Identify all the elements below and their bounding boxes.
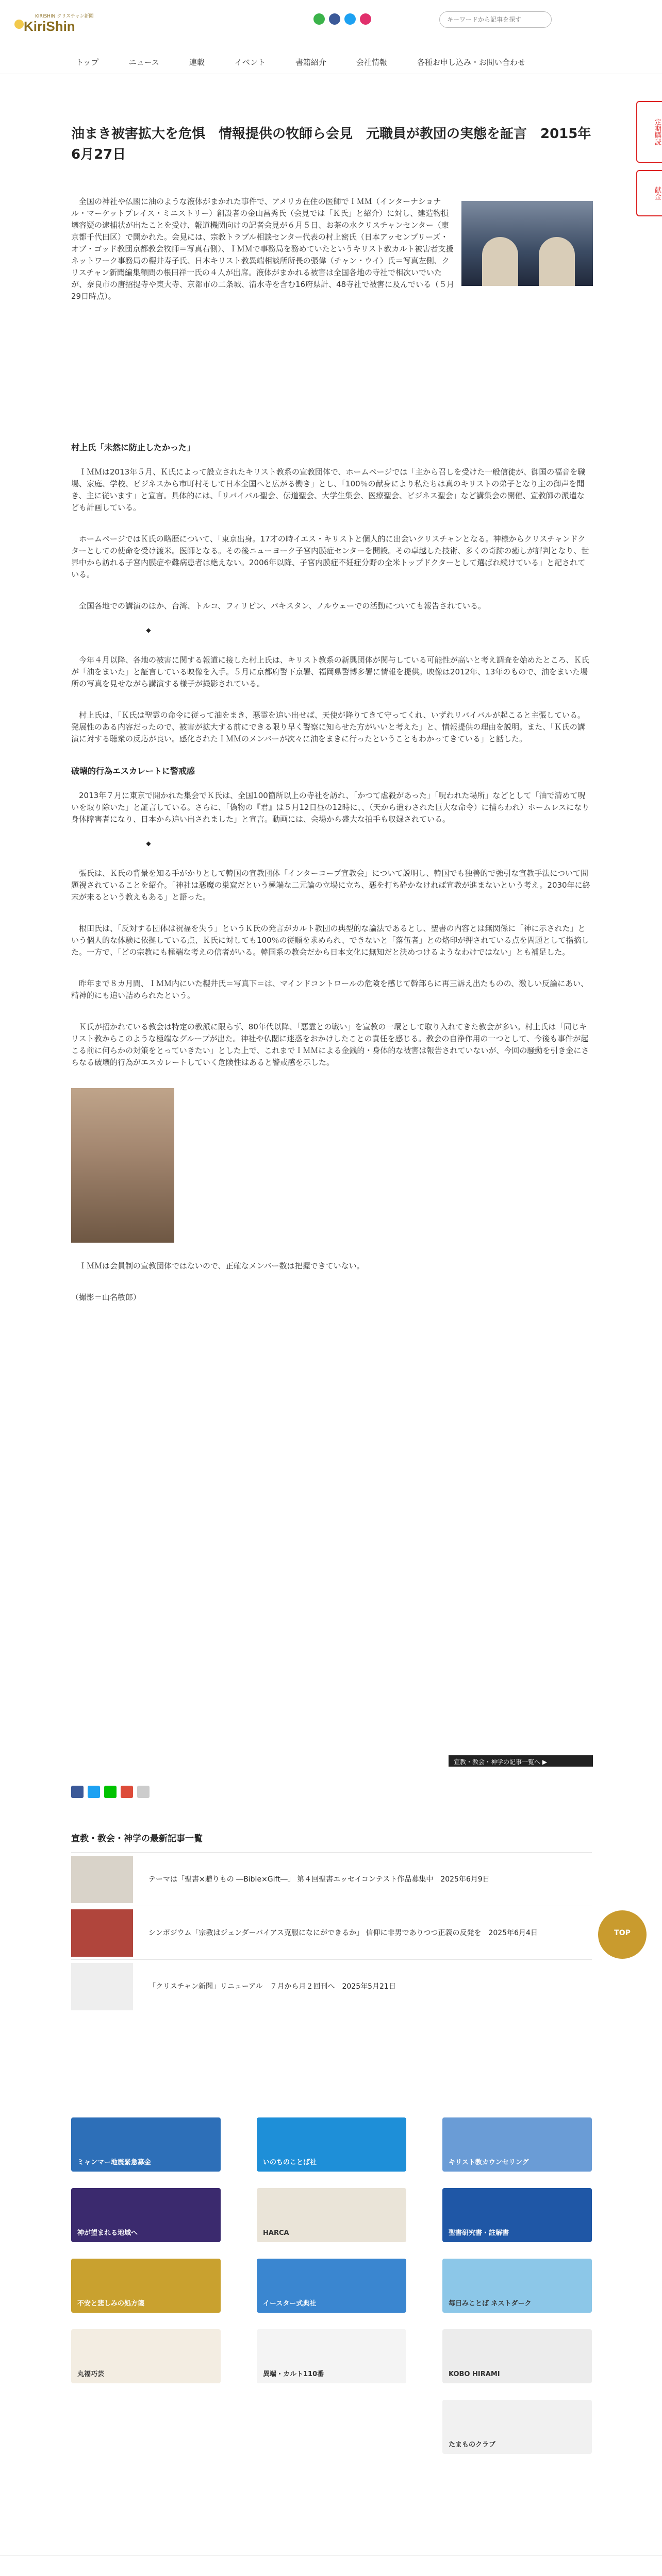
ad-label: いのちのことば社 xyxy=(263,2159,317,2166)
ad-banner[interactable] xyxy=(442,2188,592,2242)
article-paragraph: 昨年まで８カ月間、ＩＭＭ内にいた櫻井氏＝写真下＝は、マインドコントロールの危険を感じて幹部らに再三訴え出たものの、激しい反論にあい、精神的にも追い詰められたという。 xyxy=(71,979,589,1000)
ad-banner[interactable] xyxy=(71,2400,221,2454)
nav-series[interactable]: 連載 xyxy=(189,58,205,67)
social-links xyxy=(313,13,371,25)
article-paragraph: ＩＭＭは2013年５月、Ｋ氏によって設立されたキリスト教系の宣教団体で、ホームページでは「主から召しを受けた一般信徒が、御国の福音を職場、家庭、学校、ビジネスから市町村そして日本全国へと広がる働き」とし、「100％の献身により私たちは真のキリストの弟子となり主の御声を聞き、主に従います」と宣言。具体的には、「リバイバル聖会、伝道聖会、大学生集会、医療聖会、ビジネス聖会」など講集会の開催、宣教師の派遣なども計画している。 xyxy=(71,467,586,512)
search-input[interactable] xyxy=(439,11,552,28)
article-paragraph: 全国各地での講演のほか、台湾、トルコ、フィリピン、パキスタン、ノルウェーでの活動についても報告されている。 xyxy=(71,601,486,611)
logo-subtitle: KIRISHIN クリスチャン新聞 xyxy=(35,14,94,19)
section-separator: ◆ xyxy=(146,840,151,847)
list-item-title[interactable]: シンポジウム「宗教はジェンダーバイアス克服になにができるか」 信仰に非男でありつつ正義の反発を 2025年6月4日 xyxy=(148,1928,538,1937)
donate-tab[interactable]: 献金 xyxy=(636,170,662,216)
section-heading: 破壊的行為エスカレートに警戒感 xyxy=(71,766,195,776)
list-item[interactable] xyxy=(71,1906,592,1959)
nav-news[interactable]: ニュース xyxy=(128,58,159,67)
article-paragraph: Ｋ氏が招かれている教会は特定の教派に限らず、80年代以降、「悪霊との戦い」を宣教の一環として取り入れてきた教会が多い。村上氏は「同じキリスト教からこのような極端なグループが出た。神社や仏閣に迷惑をおかけしたことの責任を感じる。教会の自浄作用の一つとして、今後も事件が起こる前に何らかの対策をとっていきたい」とした上で、これまでＩＭＭによる金銭的・身体的な被害は報告されていないが、今回の騒動を引き金にさらなる破壊的行為がエスカレートしていく危険性はあると警戒感を示した。 xyxy=(71,1022,589,1067)
ad-label: 不安と悲しみの処方箋 xyxy=(77,2300,145,2308)
facebook-icon[interactable] xyxy=(329,13,340,25)
twitter-share-icon[interactable] xyxy=(88,1786,100,1798)
site-footer xyxy=(0,2555,662,2576)
article-paragraph: 根田氏は、「反対する団体は祝福を失う」というＫ氏の発言がカルト教団の典型的な論法であるとし、聖書の内容とは無関係に「神に示された」という個人的な体験に依拠している点、Ｋ氏に対しても100％の従順を求められ、できないと「落伍者」との烙印が押されている点を問題として指摘した。一方で、「どの宗教にも極端な考えの信者がいる。韓国系の教会だから日本文化に無知だと決めつけるようなわけではない」とも補足した。 xyxy=(71,924,589,957)
ad-label: 神が望まれる地域へ xyxy=(77,2229,138,2237)
main-nav xyxy=(0,52,662,74)
article-intro xyxy=(71,196,592,302)
nav-books[interactable]: 書籍紹介 xyxy=(295,58,326,67)
sakurai-photo xyxy=(71,1088,174,1243)
article xyxy=(71,124,592,1302)
latest-articles xyxy=(71,1831,592,2013)
category-list-link[interactable]: 宣教・教会・神学の記事一覧へ ▶ xyxy=(449,1755,593,1767)
ad-banner[interactable] xyxy=(71,2117,221,2172)
ad-banner[interactable] xyxy=(257,2259,406,2313)
list-item[interactable] xyxy=(71,1959,592,2013)
site-logo[interactable] xyxy=(14,10,112,35)
article-paragraph: 今年４月以降、各地の被害に関する報道に接した村上氏は、キリスト教系の新興団体が関与している可能性が高いと考え調査を始めたところ、Ｋ氏が「油をまいた」と証言している映像を入手。５月に京都府警下京署、福岡県警博多署に情報を提供。映像は2012年、13年のもので、油をまいた場所の写真を見せながら講演する様子が撮影されている。 xyxy=(71,655,589,688)
thumbnail xyxy=(71,1963,133,2010)
ad-label: 丸福巧芸 xyxy=(77,2370,105,2378)
ad-label: たまものクラブ xyxy=(449,2441,496,2449)
nav-company[interactable]: 会社情報 xyxy=(356,58,387,67)
list-item[interactable] xyxy=(71,1852,592,1906)
subscribe-tab[interactable]: 定期購読 xyxy=(636,101,662,163)
latest-title: 宣教・教会・神学の最新記事一覧 xyxy=(71,1834,203,1844)
ad-label: HARCA xyxy=(263,2229,289,2237)
ad-banner[interactable] xyxy=(71,2259,221,2313)
list-item-title[interactable]: テーマは「聖書×贈りもの ―Bible×Gift―」 第４回聖書エッセイコンテスト作品募集中 2025年6月9日 xyxy=(148,1875,490,1884)
article-paragraph: 2013年７月に東京で開かれた集会でＫ氏は、全国100箇所以上の寺社を訪れ、「かつて虐殺があった」「呪われた場所」などとして「油で清めて呪いを取り除いた」と証言している。さらに、「偽物の『君』は５月12日昼の12時に、、（天から遣わされた巨大な命令）に捕らわれ）ホームレスになり身体障害者になり、日本から追い出されました」と宣言。動画には、会場から盛大な拍手も収録されている。 xyxy=(71,791,590,824)
ad-label: イースター式典社 xyxy=(263,2300,317,2308)
twitter-icon[interactable] xyxy=(344,13,356,25)
thumbnail xyxy=(71,1909,133,1957)
list-item-title[interactable]: 「クリスチャン新聞」リニューアル ７月から月２回刊へ 2025年5月21日 xyxy=(148,1982,396,1991)
ad-label: KOBO HIRAMI xyxy=(449,2370,500,2378)
ad-label: キリスト教カウンセリング xyxy=(449,2159,529,2166)
section-separator: ◆ xyxy=(146,626,151,634)
article-paragraph: 村上氏は、「Ｋ氏は聖霊の命令に従って油をまき、悪霊を追い出せば、天使が降りてきて守ってくれ、いずれリバイバルが起こると主張している。発展性のある内容だったので、被害が拡大する前にできる限り早く警察に知らせた方がいいと考えた」と、情報提供の理由を説明。また、「Ｋ氏の講演に対する聴衆の反応が良い。感化されたＩＭＭのメンバーが次々に油をまきに行ったということもわかってきている」と話した。 xyxy=(71,710,586,743)
person-left xyxy=(482,237,518,286)
ad-banner[interactable] xyxy=(71,2188,221,2242)
site-header xyxy=(0,0,662,43)
googleplus-share-icon[interactable] xyxy=(121,1786,133,1798)
ad-banners xyxy=(71,2117,592,2454)
ad-label: 聖書研究書・註解書 xyxy=(449,2229,509,2237)
ad-label: 異端・カルト110番 xyxy=(263,2370,324,2378)
article-paragraph: 張氏は、Ｋ氏の背景を知る手がかりとして韓国の宣教団体「インターコープ宣教会」について説明し、韓国でも独善的で強引な宣教手法について問題視されていることを紹介。「神社は悪魔の巣窟だという極端な二元論の立場に立ち、悪を打ち砕かなければ宣教が進まないという考え。2030年に終末が来るという教えもある」と語った。 xyxy=(71,869,590,902)
ad-banner[interactable] xyxy=(442,2259,592,2313)
logo-text: KiriShin xyxy=(24,19,75,34)
bookmark-icon[interactable] xyxy=(137,1786,150,1798)
person-right xyxy=(539,237,575,286)
line-icon[interactable] xyxy=(313,13,325,25)
ad-banner[interactable] xyxy=(71,2329,221,2383)
ad-banner[interactable] xyxy=(257,2400,406,2454)
article-body xyxy=(71,422,592,1302)
intro-paragraph: 全国の神社や仏閣に油のような液体がまかれた事件で、アメリカ在住の医師でＩＭＭ（インターナショナル・マーケットプレイス・ミニストリー）創設者の金山昌秀氏（会見では「Ｋ氏」と紹介）に対し、建造物損壊容疑の逮捕状が出たことを受け、報道機関向けの記者会見が６月５日、お茶の水クリスチャンセンター（東京都千代田区）で開かれた。会見には、宗教トラブル相談センター代表の村上密氏（日本アッセンブリーズ・オブ・ゴッド教団京都教会牧師＝写真右側）、ＩＭＭで事務局を務めていたというキリスト教カルト被害者支援ネットワーク事務局の櫻井寿子氏、日本キリスト教異端相談所所長の張偉（チャン・ウイ）氏＝写真左側、クリスチャン新聞編集顧問の根田祥一氏の４人が出席。液体がまかれる被害は全国各地の寺社で相次いでいたが、奈良市の唐招提寺や東大寺、京都市の二条城、清水寺を含む16府県計、48寺社で被害に及んでいる（５月29日時点）。 xyxy=(71,197,455,301)
nav-applications[interactable]: 各種お申し込み・お問い合わせ xyxy=(417,58,525,67)
ad-banner[interactable] xyxy=(442,2400,592,2454)
article-title: 油まき被害拡大を危惧 情報提供の牧師ら会見 元職員が教団の実態を証言 2015年6月27日 xyxy=(71,126,591,162)
ad-banner[interactable] xyxy=(257,2329,406,2383)
nav-top[interactable]: トップ xyxy=(76,58,99,67)
line-share-icon[interactable] xyxy=(104,1786,117,1798)
article-paragraph: ホームページではＫ氏の略歴について、「東京出身。17才の時イエス・キリストと個人的に出会いクリスチャンとなる。神様からクリスチャンドクターとしての使命を受け渡米。医師となる。その後ニューヨーク子宮内膜症センターを開設。その卓越した技術、多くの奇跡の癒しが評判となり、世界中から訪れる子宮内膜症や難病患者は絶えない。2006年以降、子宮内膜症不妊症分野の全米トップドクターとして選ばれ続けている」と記されている。 xyxy=(71,534,589,579)
back-to-top-button[interactable]: TOP xyxy=(598,1910,647,1959)
photo-credit: （撮影＝山名敏郎） xyxy=(71,1293,141,1302)
share-buttons xyxy=(71,1786,150,1798)
logo-mark-icon xyxy=(14,20,24,29)
nav-events[interactable]: イベント xyxy=(234,58,266,67)
ad-banner[interactable] xyxy=(442,2117,592,2172)
thumbnail xyxy=(71,1856,133,1903)
instagram-icon[interactable] xyxy=(360,13,371,25)
ad-banner[interactable] xyxy=(257,2188,406,2242)
section-heading: 村上氏「未然に防止したかった」 xyxy=(71,443,195,452)
ad-label: ミャンマー地震緊急募金 xyxy=(77,2159,151,2166)
press-conference-photo xyxy=(461,201,593,286)
article-paragraph: ＩＭＭは会員制の宣教団体ではないので、正確なメンバー数は把握できていない。 xyxy=(71,1261,365,1270)
facebook-share-icon[interactable] xyxy=(71,1786,84,1798)
ad-label: 毎日みことば ネストダーク xyxy=(449,2300,532,2308)
ad-banner[interactable] xyxy=(257,2117,406,2172)
ad-banner[interactable] xyxy=(442,2329,592,2383)
